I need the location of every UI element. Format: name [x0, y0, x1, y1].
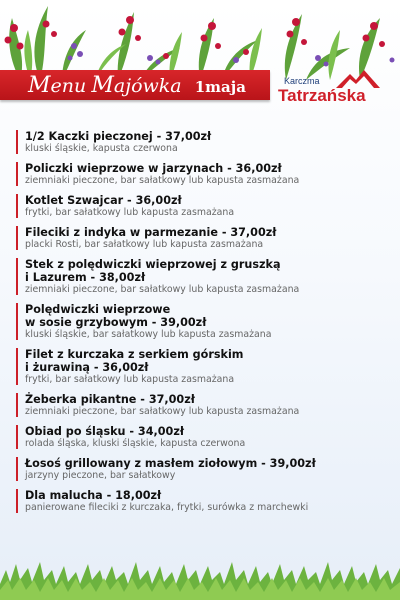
- menu-item-name: 1/2 Kaczki pieczonej - 37,00zł: [25, 130, 212, 143]
- title-initial-1: M: [28, 73, 51, 98]
- menu-item: [16, 162, 396, 186]
- title-rest-1: enu: [50, 75, 87, 97]
- menu-item: [16, 348, 396, 385]
- brand-subtitle: Karczma: [284, 76, 320, 86]
- menu-item-name: Łosoś grillowany z masłem ziołowym - 39,00zł: [25, 457, 316, 470]
- menu-item-name: Fileciki z indyka w parmezanie - 37,00zł: [25, 226, 277, 239]
- menu-item-name: Żeberka pikantne - 37,00zł: [25, 393, 195, 406]
- menu-item-name: Obiad po śląsku - 34,00zł: [25, 425, 184, 438]
- menu-item: [16, 303, 396, 340]
- menu-item-description: jarzyny pieczone, bar sałatkowy: [25, 470, 176, 481]
- menu-item-name: Kotlet Szwajcar - 36,00zł: [25, 194, 182, 207]
- menu-item-description: placki Rosti, bar sałatkowy lub kapusta zasmażana: [25, 239, 264, 250]
- title-date: 1maja: [194, 78, 246, 96]
- brand-name: Tatrzańska: [278, 86, 366, 105]
- menu-item-description: panierowane fileciki z kurczaka, frytki, surówka z marchewki: [25, 502, 309, 513]
- menu-item: [16, 489, 396, 513]
- menu-item-name: Polędwiczki wieprzowe w sosie grzybowym - 39,00zł: [25, 303, 207, 329]
- grass-decoration: [0, 540, 400, 600]
- menu-item-name: Stek z polędwiczki wieprzowej z gruszką i Lazurem - 38,00zł: [25, 258, 281, 284]
- brand-logo: [278, 70, 386, 110]
- menu-item-name: Filet z kurczaka z serkiem górskim i żurawiną - 36,00zł: [25, 348, 244, 374]
- title-rest-2: ajówka: [113, 75, 182, 97]
- menu-item: [16, 130, 396, 154]
- menu-item-description: ziemniaki pieczone, bar sałatkowy lub kapusta zasmażana: [25, 175, 300, 186]
- flower-decoration: [0, 0, 400, 80]
- menu-item: [16, 393, 396, 417]
- menu-item: [16, 226, 396, 250]
- menu-item: [16, 194, 396, 218]
- menu-item-description: ziemniaki pieczone, bar sałatkowy lub kapusta zasmażana: [25, 284, 300, 295]
- page-title: [28, 73, 246, 98]
- menu-item-description: frytki, bar sałatkowy lub kapusta zasmażana: [25, 374, 235, 385]
- menu-item-name: Dla malucha - 18,00zł: [25, 489, 162, 502]
- menu-item-name: Policzki wieprzowe w jarzynach - 36,00zł: [25, 162, 282, 175]
- title-initial-2: M: [91, 73, 114, 98]
- menu-item-description: frytki, bar sałatkowy lub kapusta zasmażana: [25, 207, 235, 218]
- menu-list: [16, 130, 396, 521]
- menu-item-description: rolada śląska, kluski śląskie, kapusta czerwona: [25, 438, 246, 449]
- menu-item: [16, 425, 396, 449]
- menu-item: [16, 258, 396, 295]
- menu-item: [16, 457, 396, 481]
- title-banner: [0, 70, 270, 100]
- menu-item-description: kluski śląskie, kapusta czerwona: [25, 143, 178, 154]
- menu-item-description: kluski śląskie, bar sałatkowy lub kapusta zasmażana: [25, 329, 272, 340]
- menu-item-description: ziemniaki pieczone, bar sałatkowy lub kapusta zasmażana: [25, 406, 300, 417]
